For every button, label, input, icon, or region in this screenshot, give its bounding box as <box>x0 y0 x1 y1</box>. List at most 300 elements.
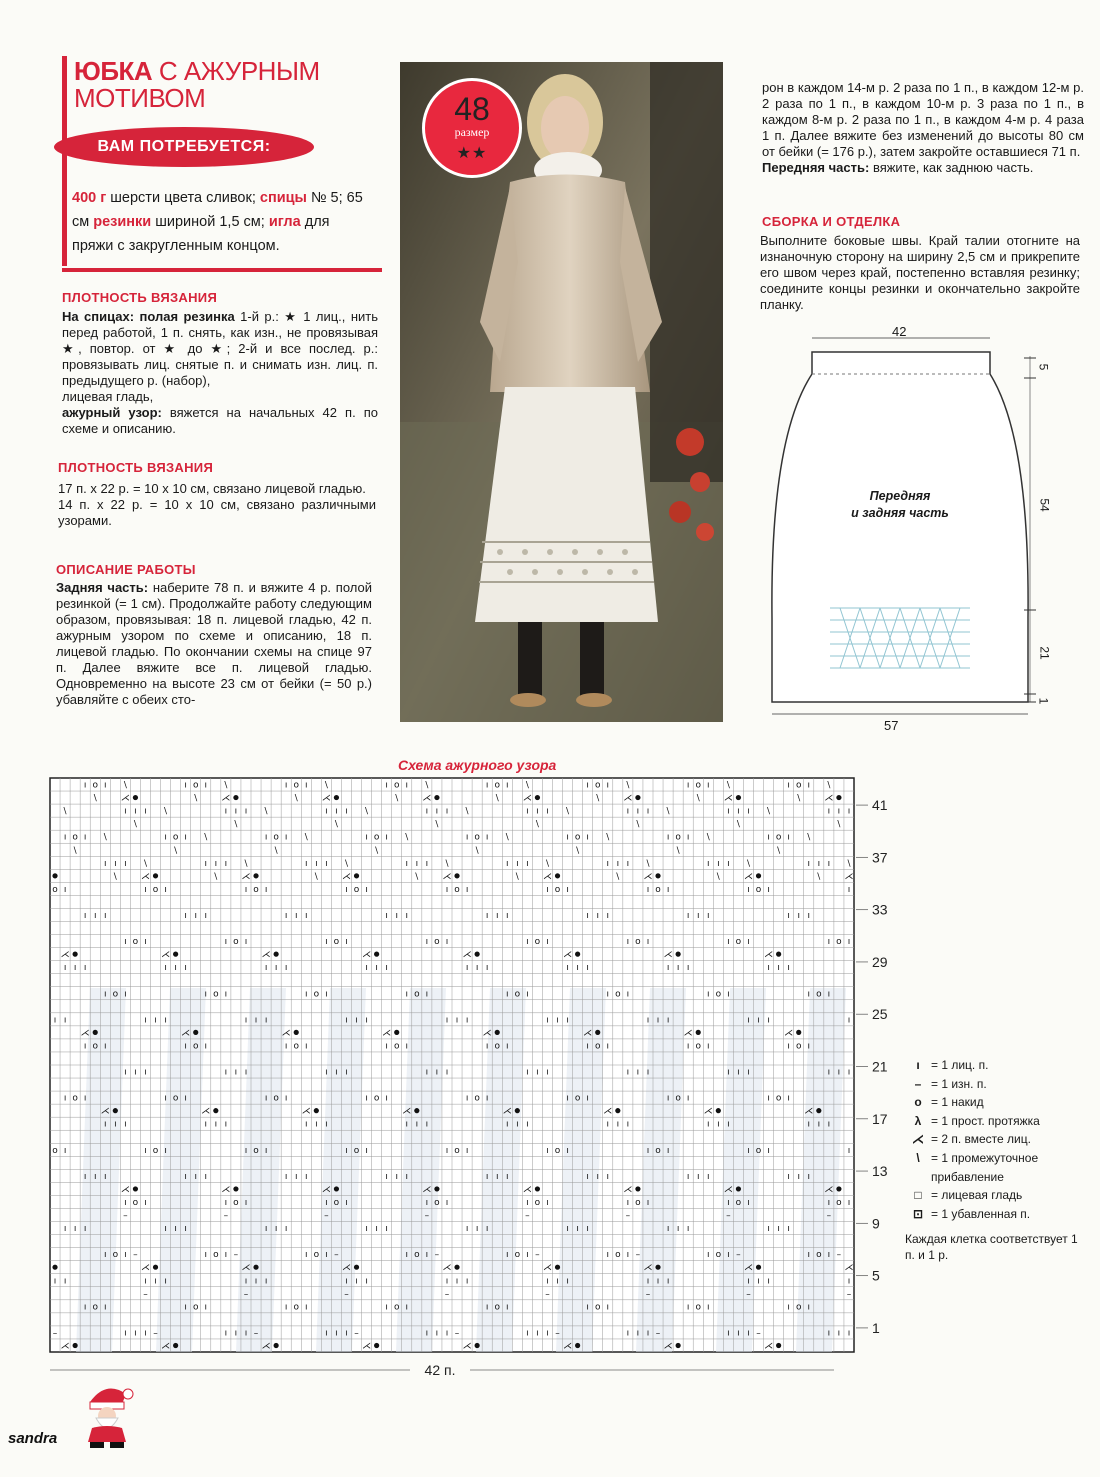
svg-text:o: o <box>313 989 320 1000</box>
svg-text:ı: ı <box>435 1067 439 1078</box>
svg-text:ı: ı <box>827 1197 831 1208</box>
svg-text:o: o <box>152 884 159 895</box>
svg-text:ı: ı <box>797 910 800 921</box>
svg-text:ı: ı <box>425 806 429 817</box>
svg-text:ı: ı <box>164 884 167 895</box>
svg-text:ı: ı <box>807 858 811 869</box>
svg-text:ı: ı <box>104 858 107 869</box>
svg-text:ı: ı <box>284 1171 288 1182</box>
svg-text:ı: ı <box>747 1067 750 1078</box>
svg-text:o: o <box>92 1041 98 1052</box>
svg-text:o: o <box>494 1302 500 1313</box>
svg-text:ı: ı <box>686 1041 690 1052</box>
svg-text:ı: ı <box>767 1015 770 1026</box>
svg-text:⋌: ⋌ <box>281 1028 291 1039</box>
svg-text:ı: ı <box>807 1302 811 1313</box>
svg-text:\: \ <box>204 832 208 843</box>
svg-text:–: – <box>444 1289 450 1300</box>
svg-text:ı: ı <box>656 1276 660 1287</box>
svg-text:–: – <box>746 1289 751 1300</box>
svg-text:ı: ı <box>234 1328 238 1339</box>
svg-text:o: o <box>293 1302 299 1313</box>
svg-text:ı: ı <box>666 963 670 974</box>
svg-text:o: o <box>213 1250 219 1261</box>
svg-text:o: o <box>534 937 541 948</box>
schematic-top-width: 42 <box>892 324 907 339</box>
legend-text: = 1 изн. п. <box>931 1076 987 1091</box>
svg-text:ı: ı <box>104 780 107 791</box>
materials-heading: ВАМ ПОТРЕБУЕТСЯ: <box>54 127 314 167</box>
svg-text:⋌: ⋌ <box>442 1263 452 1274</box>
svg-text:ı: ı <box>767 1224 770 1235</box>
svg-text:–: – <box>846 1289 852 1300</box>
svg-text:ı: ı <box>475 963 479 974</box>
svg-text:ı: ı <box>305 1250 308 1261</box>
svg-text:ı: ı <box>104 1041 107 1052</box>
schematic-dim-hem: 1 <box>1036 697 1051 705</box>
svg-text:ı: ı <box>847 884 851 895</box>
svg-text:ı: ı <box>124 989 127 1000</box>
svg-text:ı: ı <box>445 1067 449 1078</box>
svg-text:ı: ı <box>144 1015 147 1026</box>
svg-text:o: o <box>635 937 641 948</box>
svg-text:ı: ı <box>506 1302 509 1313</box>
svg-text:ı: ı <box>827 858 831 869</box>
svg-text:ı: ı <box>707 1302 710 1313</box>
svg-text:ı: ı <box>787 1093 790 1104</box>
svg-text:ı: ı <box>747 1276 750 1287</box>
svg-text:ı: ı <box>707 989 710 1000</box>
svg-text:ı: ı <box>365 884 368 895</box>
svg-text:o: o <box>112 1250 119 1261</box>
svg-text:ı: ı <box>445 1145 449 1156</box>
svg-text:ı: ı <box>184 780 187 791</box>
svg-text:ı: ı <box>586 1224 589 1235</box>
svg-text:ı: ı <box>506 780 509 791</box>
svg-text:ı: ı <box>606 1250 610 1261</box>
svg-text:ı: ı <box>234 1067 238 1078</box>
svg-text:–: – <box>555 1328 560 1339</box>
row-number: 5 <box>872 1267 880 1284</box>
page-title: ЮБКА С АЖУРНЫМ МОТИВОМ <box>74 56 320 113</box>
svg-text:ı: ı <box>134 1067 137 1078</box>
svg-text:\: \ <box>294 793 298 804</box>
svg-text:ı: ı <box>827 1328 831 1339</box>
svg-text:ı: ı <box>345 1328 348 1339</box>
svg-text:o: o <box>192 1302 199 1313</box>
svg-text:–: – <box>635 1250 641 1261</box>
svg-text:ı: ı <box>646 1067 650 1078</box>
svg-text:ı: ı <box>385 1041 388 1052</box>
chart-gridlines <box>50 778 854 1352</box>
svg-text:\: \ <box>143 858 147 869</box>
svg-text:ı: ı <box>606 1041 610 1052</box>
svg-text:ı: ı <box>174 963 177 974</box>
svg-text:ı: ı <box>727 1067 730 1078</box>
svg-text:ı: ı <box>696 1171 700 1182</box>
schematic-label: Передняя и задняя часть <box>851 489 949 520</box>
row-number: 41 <box>872 797 888 814</box>
svg-text:o: o <box>52 884 58 895</box>
svg-text:⋌: ⋌ <box>120 1184 130 1195</box>
svg-text:ı: ı <box>325 858 328 869</box>
svg-text:ı: ı <box>244 806 248 817</box>
svg-text:ı: ı <box>104 1171 107 1182</box>
svg-text:⋌: ⋌ <box>321 793 331 804</box>
svg-text:–: – <box>143 1289 148 1300</box>
svg-text:ı: ı <box>827 1250 831 1261</box>
svg-text:ı: ı <box>727 1328 730 1339</box>
legend-item <box>905 1112 1085 1131</box>
svg-text:o: o <box>715 989 722 1000</box>
svg-text:ı: ı <box>224 1197 228 1208</box>
svg-text:\: \ <box>194 793 198 804</box>
svg-text:ı: ı <box>727 858 730 869</box>
svg-text:o: o <box>494 780 500 791</box>
svg-text:ı: ı <box>707 858 710 869</box>
svg-text:ı: ı <box>586 963 589 974</box>
svg-text:ı: ı <box>506 1119 509 1130</box>
legend-text: = 2 п. вместе лиц. <box>931 1132 1031 1147</box>
svg-text:–: – <box>655 1328 661 1339</box>
svg-text:ı: ı <box>686 1093 690 1104</box>
svg-text:ı: ı <box>737 1328 740 1339</box>
svg-text:⋌: ⋌ <box>80 1028 90 1039</box>
svg-text:ı: ı <box>124 1250 127 1261</box>
svg-text:⋌: ⋌ <box>482 1028 492 1039</box>
svg-text:⋌: ⋌ <box>663 1341 673 1352</box>
svg-text:ı: ı <box>345 1276 348 1287</box>
svg-text:\: \ <box>123 780 127 791</box>
svg-text:ı: ı <box>174 1224 177 1235</box>
svg-text:ı: ı <box>576 963 579 974</box>
chart-width-label: 42 п. <box>424 1362 456 1378</box>
svg-text:ı: ı <box>83 780 87 791</box>
lace-pattern-chart <box>30 772 900 1392</box>
svg-text:ı: ı <box>566 1145 569 1156</box>
svg-text:ı: ı <box>566 963 569 974</box>
svg-text:\: \ <box>767 806 771 817</box>
svg-text:ı: ı <box>847 1328 851 1339</box>
svg-text:\: \ <box>164 806 168 817</box>
svg-text:–: – <box>545 1289 550 1300</box>
svg-text:o: o <box>755 884 762 895</box>
section-heading-work: ОПИСАНИЕ РАБОТЫ <box>56 562 196 577</box>
svg-text:⋌: ⋌ <box>743 1263 753 1274</box>
svg-text:ı: ı <box>847 937 851 948</box>
svg-text:\: \ <box>93 793 97 804</box>
svg-text:ı: ı <box>385 1093 388 1104</box>
svg-text:ı: ı <box>425 1119 429 1130</box>
section-text-density: 17 п. х 22 р. = 10 х 10 см, связано лицевой гладью. 14 п. х 22 р. = 10 х 10 см, связано различными узорами. <box>58 481 376 528</box>
svg-text:ı: ı <box>586 1302 589 1313</box>
svg-text:o: o <box>373 1093 380 1104</box>
svg-text:ı: ı <box>164 1276 167 1287</box>
svg-text:ı: ı <box>325 1119 328 1130</box>
svg-text:ı: ı <box>707 1250 710 1261</box>
svg-text:o: o <box>414 1250 420 1261</box>
svg-text:ı: ı <box>305 1171 308 1182</box>
svg-text:ı: ı <box>707 1119 710 1130</box>
svg-text:⋌: ⋌ <box>382 1028 392 1039</box>
materials-text: 400 г шерсти цвета сливок; спицы № 5; 65 см резинки шириной 1,5 см; игла для пряжи с закругленным концом. <box>72 190 363 254</box>
svg-text:ı: ı <box>787 963 790 974</box>
svg-text:ı: ı <box>375 963 378 974</box>
svg-text:–: – <box>133 1250 138 1261</box>
svg-text:o: o <box>132 937 139 948</box>
svg-text:ı: ı <box>827 1119 831 1130</box>
svg-text:o: o <box>353 1145 360 1156</box>
svg-text:o: o <box>594 1041 601 1052</box>
svg-text:ı: ı <box>696 910 700 921</box>
section-text-work: Задняя часть: наберите 78 п. и вяжите 4 р. полой резинкой (= 1 см). Продолжайте работу следующим образом, провязывая: 18 п. лицевой гладью, 42 п. ажурным узором по схеме и описанию, 18 п. лицевой гладью. По окончании схемы на спице 97 п. Далее вяжите все п. лицевой гладью. Одновременно на высоте 23 см от бейки (= 50 р.) убавляйте с обеих сто- <box>56 580 372 707</box>
svg-text:ı: ı <box>827 806 831 817</box>
svg-text:⋌: ⋌ <box>241 1263 251 1274</box>
schematic-bottom-width: 57 <box>884 718 899 733</box>
svg-text:ı: ı <box>63 832 67 843</box>
svg-text:ı: ı <box>124 1197 127 1208</box>
svg-text:\: \ <box>716 871 720 882</box>
svg-text:ı: ı <box>144 937 147 948</box>
svg-text:o: o <box>92 1302 98 1313</box>
svg-text:ı: ı <box>586 832 589 843</box>
svg-text:ı: ı <box>797 1171 800 1182</box>
svg-text:ı: ı <box>445 937 449 948</box>
svg-text:ı: ı <box>124 858 127 869</box>
svg-text:ı: ı <box>526 937 529 948</box>
svg-text:ı: ı <box>626 1067 630 1078</box>
svg-text:ı: ı <box>847 1197 851 1208</box>
svg-text:ı: ı <box>63 1145 67 1156</box>
svg-text:ı: ı <box>646 1197 650 1208</box>
svg-text:ı: ı <box>184 963 187 974</box>
svg-text:–: – <box>344 1289 349 1300</box>
svg-text:ı: ı <box>124 806 127 817</box>
svg-text:ı: ı <box>124 937 127 948</box>
svg-text:ı: ı <box>566 1015 569 1026</box>
svg-text:ı: ı <box>495 910 499 921</box>
section-text-work-continued: рон в каждом 14-м р. 2 раза по 1 п., в каждом 12-м р. 2 раза по 1 п., в каждом 10-м р. 3 раза по 1 п., в каждом 8-м р. 2 раза по 1 п., в каждом 4-м р. 4 раза 1 п. Далее вяжите без изменений до высоты 80 см от бейки (= 176 р.), затем закройте оставшиеся 71 п. Передняя часть: вяжите, как заднюю часть. <box>762 80 1084 175</box>
svg-text:ı: ı <box>144 1067 147 1078</box>
svg-text:ı: ı <box>847 1145 851 1156</box>
svg-text:ı: ı <box>626 1119 630 1130</box>
svg-text:ı: ı <box>83 910 87 921</box>
svg-text:ı: ı <box>365 1224 368 1235</box>
svg-text:ı: ı <box>93 1171 97 1182</box>
legend-item <box>905 1075 1085 1094</box>
svg-text:⋌: ⋌ <box>362 1341 372 1352</box>
svg-text:ı: ı <box>445 1015 449 1026</box>
svg-text:ı: ı <box>727 1250 730 1261</box>
svg-text:ı: ı <box>757 1276 760 1287</box>
svg-text:ı: ı <box>847 1276 851 1287</box>
svg-text:ı: ı <box>686 780 690 791</box>
svg-text:⋌: ⋌ <box>542 871 552 882</box>
svg-text:ı: ı <box>707 780 710 791</box>
svg-text:ı: ı <box>204 858 208 869</box>
svg-text:⋌: ⋌ <box>743 871 753 882</box>
svg-text:ı: ı <box>676 963 680 974</box>
svg-text:ı: ı <box>214 858 218 869</box>
svg-text:ı: ı <box>747 1015 750 1026</box>
svg-text:o: o <box>393 780 400 791</box>
svg-text:–: – <box>334 1250 339 1261</box>
svg-text:ı: ı <box>485 910 489 921</box>
svg-text:ı: ı <box>485 1093 489 1104</box>
svg-text:o: o <box>333 937 340 948</box>
schematic-dim-body: 54 <box>1037 498 1052 512</box>
legend-symbol: □ <box>914 1188 922 1203</box>
svg-text:ı: ı <box>606 1302 610 1313</box>
svg-text:ı: ı <box>717 858 720 869</box>
svg-text:\: \ <box>314 871 318 882</box>
svg-text:ı: ı <box>204 1171 208 1182</box>
svg-text:ı: ı <box>666 1224 670 1235</box>
svg-text:–: – <box>123 1211 128 1222</box>
svg-text:ı: ı <box>606 780 610 791</box>
svg-text:o: o <box>132 1197 139 1208</box>
svg-text:ı: ı <box>847 1015 851 1026</box>
svg-text:ı: ı <box>83 832 87 843</box>
svg-text:ı: ı <box>204 910 208 921</box>
svg-text:ı: ı <box>777 963 780 974</box>
svg-text:⋌: ⋌ <box>462 950 472 961</box>
svg-text:–: – <box>153 1328 158 1339</box>
svg-text:ı: ı <box>144 884 147 895</box>
svg-text:o: o <box>333 1197 340 1208</box>
svg-text:ı: ı <box>325 1197 328 1208</box>
svg-text:ı: ı <box>566 1276 569 1287</box>
svg-text:ı: ı <box>837 806 841 817</box>
svg-text:⋌: ⋌ <box>402 1106 412 1117</box>
svg-text:ı: ı <box>264 884 268 895</box>
size-badge <box>422 78 522 178</box>
svg-text:ı: ı <box>445 884 449 895</box>
svg-text:ı: ı <box>707 910 710 921</box>
row-number: 25 <box>872 1006 888 1023</box>
svg-text:ı: ı <box>475 1224 479 1235</box>
svg-text:ı: ı <box>817 1119 821 1130</box>
svg-text:ı: ı <box>335 806 338 817</box>
svg-text:ı: ı <box>73 963 77 974</box>
svg-text:ı: ı <box>606 910 610 921</box>
svg-text:ı: ı <box>506 989 509 1000</box>
svg-text:ı: ı <box>305 910 308 921</box>
svg-text:\: \ <box>224 780 228 791</box>
svg-text:ı: ı <box>767 1093 770 1104</box>
svg-text:o: o <box>92 780 98 791</box>
svg-text:ı: ı <box>435 806 439 817</box>
svg-text:\: \ <box>103 832 107 843</box>
svg-text:ı: ı <box>83 1302 87 1313</box>
svg-text:ı: ı <box>284 832 288 843</box>
svg-text:ı: ı <box>405 1041 409 1052</box>
svg-text:ı: ı <box>345 937 348 948</box>
svg-text:o: o <box>615 1250 621 1261</box>
svg-text:ı: ı <box>747 1197 750 1208</box>
svg-text:ı: ı <box>325 1328 328 1339</box>
svg-text:o: o <box>474 1093 480 1104</box>
svg-text:\: \ <box>435 819 439 830</box>
section-heading-needles: ПЛОТНОСТЬ ВЯЗАНИЯ <box>62 290 218 305</box>
svg-text:ı: ı <box>727 989 730 1000</box>
svg-text:⋌: ⋌ <box>764 1341 774 1352</box>
svg-text:ı: ı <box>626 1328 630 1339</box>
svg-text:\: \ <box>395 793 399 804</box>
section-heading-density: ПЛОТНОСТЬ ВЯЗАНИЯ <box>58 460 214 475</box>
svg-text:o: o <box>454 1145 460 1156</box>
svg-text:ı: ı <box>63 1093 67 1104</box>
svg-text:o: o <box>72 1093 78 1104</box>
svg-text:ı: ı <box>385 832 388 843</box>
svg-text:o: o <box>233 937 239 948</box>
svg-text:ı: ı <box>566 832 569 843</box>
svg-text:⋌: ⋌ <box>362 950 372 961</box>
svg-text:–: – <box>52 1328 58 1339</box>
skirt-schematic <box>760 318 1080 738</box>
svg-text:ı: ı <box>767 1145 770 1156</box>
svg-text:ı: ı <box>425 1250 429 1261</box>
svg-text:ı: ı <box>204 1302 208 1313</box>
svg-text:o: o <box>836 937 842 948</box>
row-number: 9 <box>872 1215 880 1232</box>
legend-note: Каждая клетка соответствует 1 п. и 1 р. <box>905 1232 1078 1263</box>
svg-text:ı: ı <box>425 937 429 948</box>
svg-text:ı: ı <box>707 1041 710 1052</box>
svg-text:ı: ı <box>284 1093 288 1104</box>
svg-text:ı: ı <box>666 1276 670 1287</box>
svg-text:ı: ı <box>666 1015 670 1026</box>
svg-text:⋌: ⋌ <box>522 1184 532 1195</box>
svg-text:ı: ı <box>526 989 529 1000</box>
svg-text:⋌: ⋌ <box>804 1106 814 1117</box>
svg-text:ı: ı <box>606 989 610 1000</box>
svg-text:o: o <box>112 989 119 1000</box>
svg-text:ı: ı <box>727 1119 730 1130</box>
svg-text:ı: ı <box>807 1041 811 1052</box>
svg-text:ı: ı <box>294 910 298 921</box>
svg-text:\: \ <box>807 832 811 843</box>
svg-text:ı: ı <box>284 1041 288 1052</box>
svg-text:ı: ı <box>546 806 549 817</box>
svg-text:ı: ı <box>184 910 187 921</box>
svg-text:ı: ı <box>485 832 489 843</box>
section-heading-assembly: СБОРКА И ОТДЕЛКА <box>762 214 901 229</box>
svg-text:ı: ı <box>596 1171 599 1182</box>
svg-text:o: o <box>795 1302 802 1313</box>
svg-text:\: \ <box>696 793 700 804</box>
legend-symbol: – <box>914 1076 922 1091</box>
materials-divider <box>62 268 382 272</box>
svg-text:ı: ı <box>154 1015 157 1026</box>
svg-text:⋌: ⋌ <box>683 1028 693 1039</box>
svg-text:o: o <box>574 1093 581 1104</box>
svg-text:ı: ı <box>506 1041 509 1052</box>
svg-text:ı: ı <box>63 884 67 895</box>
svg-text:ı: ı <box>345 1145 348 1156</box>
svg-text:ı: ı <box>445 1197 449 1208</box>
row-number: 1 <box>872 1319 880 1336</box>
svg-text:ı: ı <box>747 1145 750 1156</box>
svg-text:ı: ı <box>485 780 489 791</box>
svg-text:ı: ı <box>485 1302 489 1313</box>
svg-text:–: – <box>324 1211 329 1222</box>
svg-text:ı: ı <box>315 1119 318 1130</box>
svg-text:ı: ı <box>234 806 238 817</box>
svg-text:–: – <box>535 1250 540 1261</box>
svg-text:ı: ı <box>345 1197 348 1208</box>
svg-text:ı: ı <box>556 1276 559 1287</box>
